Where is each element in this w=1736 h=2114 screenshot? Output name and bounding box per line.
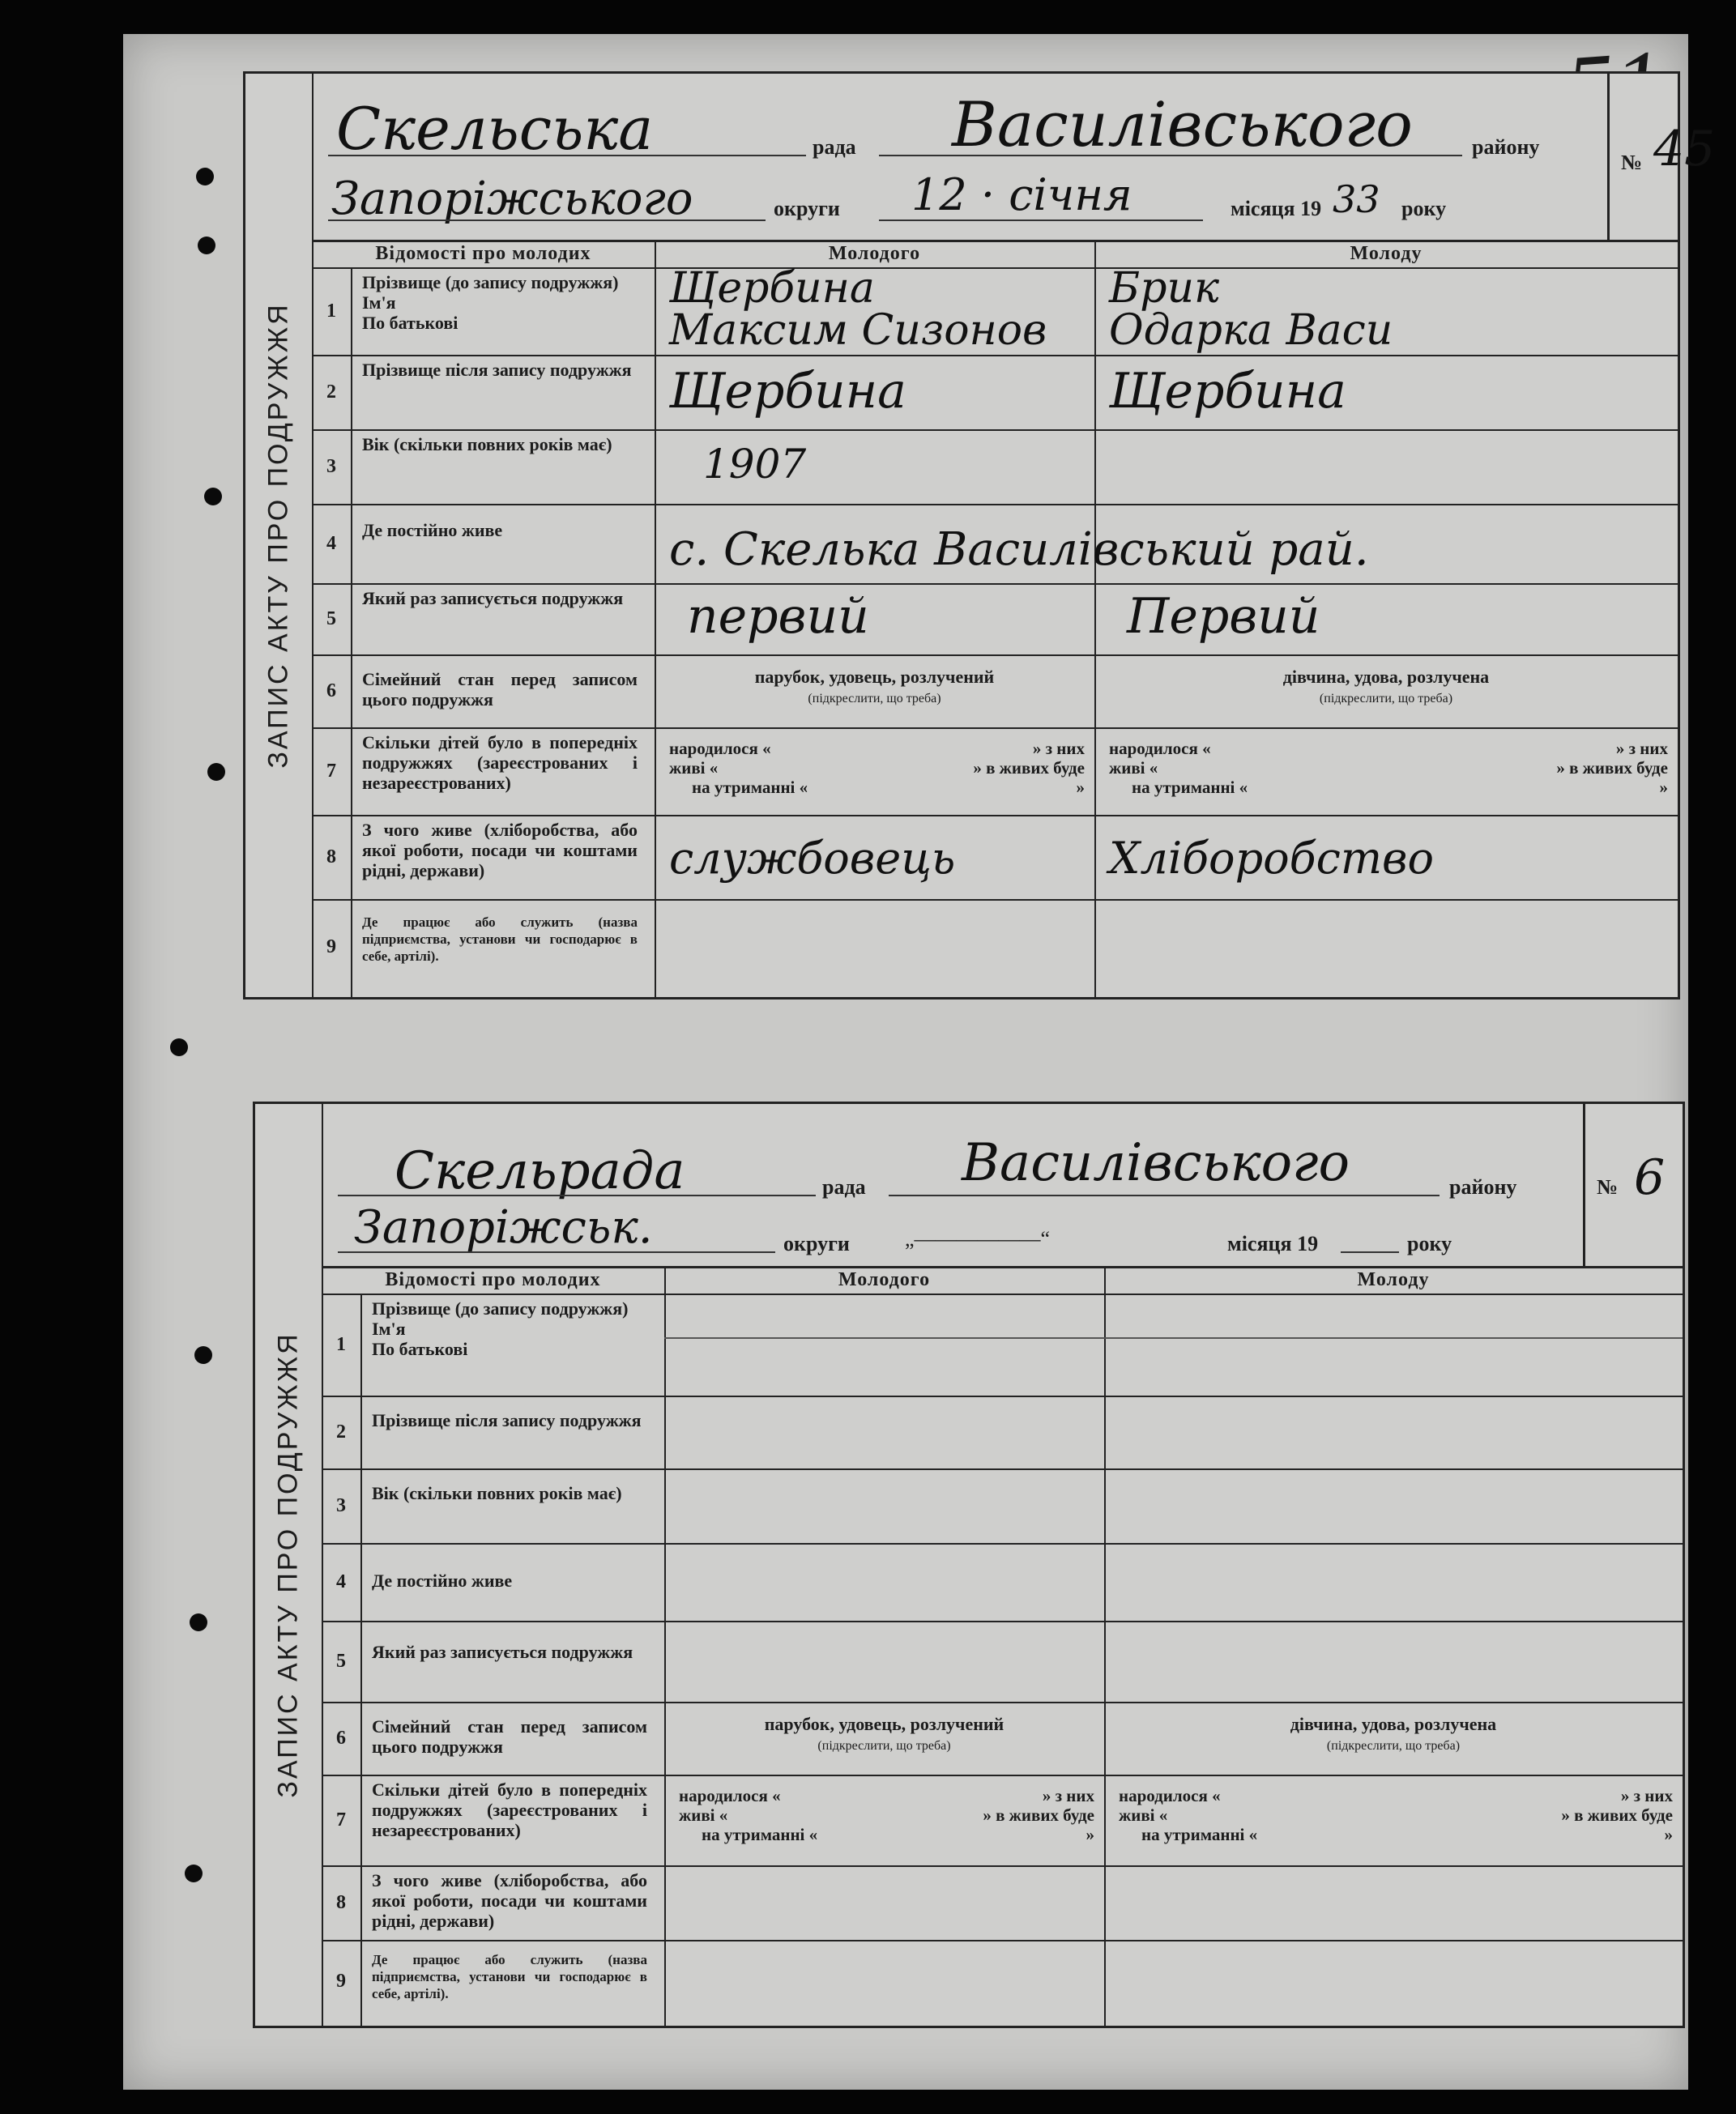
punch-hole [198,237,215,254]
row-number: 8 [326,846,336,867]
council-label: рада [822,1175,866,1199]
table-row [322,1621,1683,1703]
table-row [322,1940,1683,2022]
form-table [322,1266,1683,2026]
bride-cell [1094,815,1678,899]
month-label: місяця 19 [1227,1232,1319,1255]
table-row [322,1468,1683,1545]
row-label: Вік (скільки повних років має) [362,434,612,454]
table-row [312,355,1678,431]
punch-hole [185,1865,203,1882]
marriage-record-form-2 [253,1102,1685,2028]
form-table [312,240,1678,997]
born-label: народилося « [1119,1786,1221,1805]
of-them-label: » з них [1620,1786,1673,1805]
month-label: місяця 19 [1231,197,1322,220]
table-row [312,815,1678,901]
groom-cell [655,355,1094,429]
row-number: 9 [336,1970,346,1992]
record-number-box [1583,1104,1683,1266]
punch-hole [196,168,214,185]
underline-note: (підкреслити, що треба) [1326,1739,1461,1753]
row-label: Прізвище після запису подружжя [372,1410,642,1430]
alive-label: живі « [679,1805,728,1825]
bride-cell [1094,355,1678,429]
row-number: 4 [326,532,336,554]
row-number: 4 [336,1571,346,1592]
year-label: року [1407,1232,1452,1255]
row-label: Скільки дітей було в попередніх подружжях (зареєстрованих і незареєстрованих) [362,732,638,793]
record-number-box [1607,74,1716,240]
will-live-label: » в живих буде [1556,758,1668,778]
punch-hole [190,1613,207,1631]
underline-note: (підкреслити, що треба) [817,1739,951,1753]
groom-status-options: парубок, удовець, розлучений [754,667,995,687]
spine-title: ЗАПИС АКТУ ПРО ПОДРУЖЖЯ [262,302,294,769]
bride-cell [1104,1702,1683,1775]
table-row [322,1543,1683,1622]
row-number: 1 [336,1333,346,1355]
groom-value: службовець [669,833,956,884]
number-label: № [1597,1175,1619,1199]
council-handwritten: Скельрада [395,1141,685,1201]
row-number: 3 [326,455,336,477]
row-number: 2 [326,381,336,403]
row-number: 2 [336,1421,346,1443]
row-label: Прізвище (до запису подружжя) Ім'я По батькові [372,1298,629,1359]
col-head-bride: Молоду [1104,1266,1683,1295]
of-them-label: » з них [1615,739,1668,758]
punch-hole [207,763,225,781]
row-number: 6 [326,680,336,701]
district-handwritten: Василівського [952,88,1413,160]
underline-note: (підкреслити, що треба) [1319,692,1453,705]
row-label: З чого живе (хліборобства, або якої роботи, посади чи коштами рідні, держави) [372,1870,647,1931]
dependent-label: на утриманні « [702,1825,818,1844]
row-number: 5 [326,607,336,629]
residence-cell [655,504,1678,583]
table-row [322,1775,1683,1867]
col-head-groom: Молодого [664,1266,1104,1295]
row-number: 7 [326,760,336,782]
groom-cell [655,815,1094,899]
row-label: Який раз записується подружжя [372,1642,633,1662]
punch-hole [194,1346,212,1364]
record-number: 6 [1634,1149,1666,1206]
district-handwritten: Василівського [962,1133,1350,1193]
close-quote: » [1076,778,1085,797]
bride-cell [1094,429,1678,504]
row-label: Скільки дітей було в попередніх подружжях (зареєстрованих і незареєстрованих) [372,1779,647,1840]
alive-label: живі « [1109,758,1158,778]
bride-cell [1094,264,1678,355]
groom-cell [664,1702,1104,1775]
groom-children-cell [655,727,1094,815]
bride-value: Щербина [1109,363,1346,420]
okrug-handwritten: Запоріжського [331,173,693,225]
row-label: Де працює або служить (назва підприємства, установи чи господарює в себе, артілі). [362,914,638,964]
close-quote: » [1664,1825,1673,1844]
year-label: року [1401,197,1447,220]
col-head-info: Відомості про молодих [312,240,655,269]
col-head-bride: Молоду [1094,240,1678,269]
date-blank: „——————“ [905,1227,1051,1251]
row-label: Сімейний стан перед записом цього подружжя [362,669,638,710]
col-head-groom: Молодого [655,240,1094,269]
groom-value: Щербина Максим Сизонов [669,264,1047,355]
date-handwritten: 12 · січня [911,169,1132,220]
row-label: Вік (скільки повних років має) [372,1483,622,1503]
table-row [312,429,1678,505]
row-number: 5 [336,1650,346,1672]
bride-value: Хліборобство [1109,833,1434,884]
table-row [312,264,1678,356]
form-header [312,74,1716,242]
table-row [322,1702,1683,1776]
council-label: рада [813,135,856,159]
close-quote: » [1659,778,1668,797]
of-them-label: » з них [1042,1786,1094,1805]
will-live-label: » в живих буде [983,1805,1094,1825]
groom-cell [655,654,1094,727]
row-label: Сімейний стан перед записом цього подружжя [372,1716,647,1757]
form-header [322,1104,1683,1268]
alive-label: живі « [669,758,719,778]
bride-cell [1094,583,1678,654]
row-number: 9 [326,936,336,957]
dependent-label: на утриманні « [692,778,808,797]
born-label: народилося « [1109,739,1211,758]
table-row [322,1396,1683,1470]
table-row [322,1294,1683,1397]
district-label: району [1449,1175,1517,1199]
groom-value: 1907 [703,441,807,488]
dependent-label: на утриманні « [1141,1825,1258,1844]
groom-status-options: парубок, удовець, розлучений [764,1714,1004,1734]
marriage-record-form-1 [243,71,1716,999]
table-row [312,727,1678,816]
of-them-label: » з них [1032,739,1085,758]
form-spine [255,1104,323,2026]
table-row [312,583,1678,656]
residence-value: с. Скелька Василівський рай. [669,523,1369,576]
row-label: Який раз записується подружжя [362,588,624,608]
row-label: Де постійно живе [362,520,503,540]
bride-cell [1094,654,1678,727]
groom-value: Щербина [669,363,906,420]
row-number: 6 [336,1727,346,1749]
district-label: району [1472,135,1540,159]
record-number: 45 [1653,121,1716,177]
alive-label: живі « [1119,1805,1168,1825]
spine-title: ЗАПИС АКТУ ПРО ПОДРУЖЖЯ [272,1332,304,1798]
col-head-info: Відомості про молодих [322,1266,664,1295]
table-row [322,1865,1683,1941]
form-spine [245,74,314,997]
bride-children-cell [1104,1775,1683,1865]
will-live-label: » в живих буде [973,758,1085,778]
row-label: Прізвище (до запису подружжя) Ім'я По батькові [362,272,619,333]
groom-cell [655,264,1094,355]
row-number: 7 [336,1809,346,1831]
bride-status-options: дівчина, удова, розлучена [1282,667,1490,687]
groom-cell [655,583,1094,654]
groom-cell [655,429,1094,504]
row-label: Прізвище після запису подружжя [362,360,632,380]
underline-note: (підкреслити, що треба) [808,692,941,705]
row-label: З чого живе (хліборобства, або якої роботи, посади чи коштами рідні, держави) [362,820,638,880]
okrug-label: округи [774,197,840,220]
year-handwritten: 33 [1333,177,1380,221]
okrug-handwritten: Запоріжськ. [354,1201,653,1254]
bride-children-cell [1094,727,1678,815]
row-number: 3 [336,1494,346,1516]
close-quote: » [1086,1825,1094,1844]
born-label: народилося « [669,739,771,758]
dependent-label: на утриманні « [1132,778,1248,797]
born-label: народилося « [679,1786,781,1805]
okrug-label: округи [783,1232,850,1255]
punch-hole [170,1038,188,1056]
bride-status-options: дівчина, удова, розлучена [1290,1714,1497,1734]
row-number: 8 [336,1891,346,1913]
bride-value: Первий [1127,588,1320,645]
table-row [312,654,1678,729]
bride-value: Брик Одарка Васи [1109,264,1393,355]
row-label: Де постійно живе [372,1571,513,1591]
table-row [312,899,1678,995]
groom-children-cell [664,1775,1104,1865]
punch-hole [204,488,222,505]
table-row [312,504,1678,585]
groom-value: первий [687,588,869,645]
council-handwritten: Скельська [336,95,654,163]
number-label: № [1621,151,1643,174]
row-number: 1 [326,300,336,322]
will-live-label: » в живих буде [1561,1805,1673,1825]
row-label: Де працює або служить (назва підприємства, установи чи господарює в себе, артілі). [372,1952,647,2001]
